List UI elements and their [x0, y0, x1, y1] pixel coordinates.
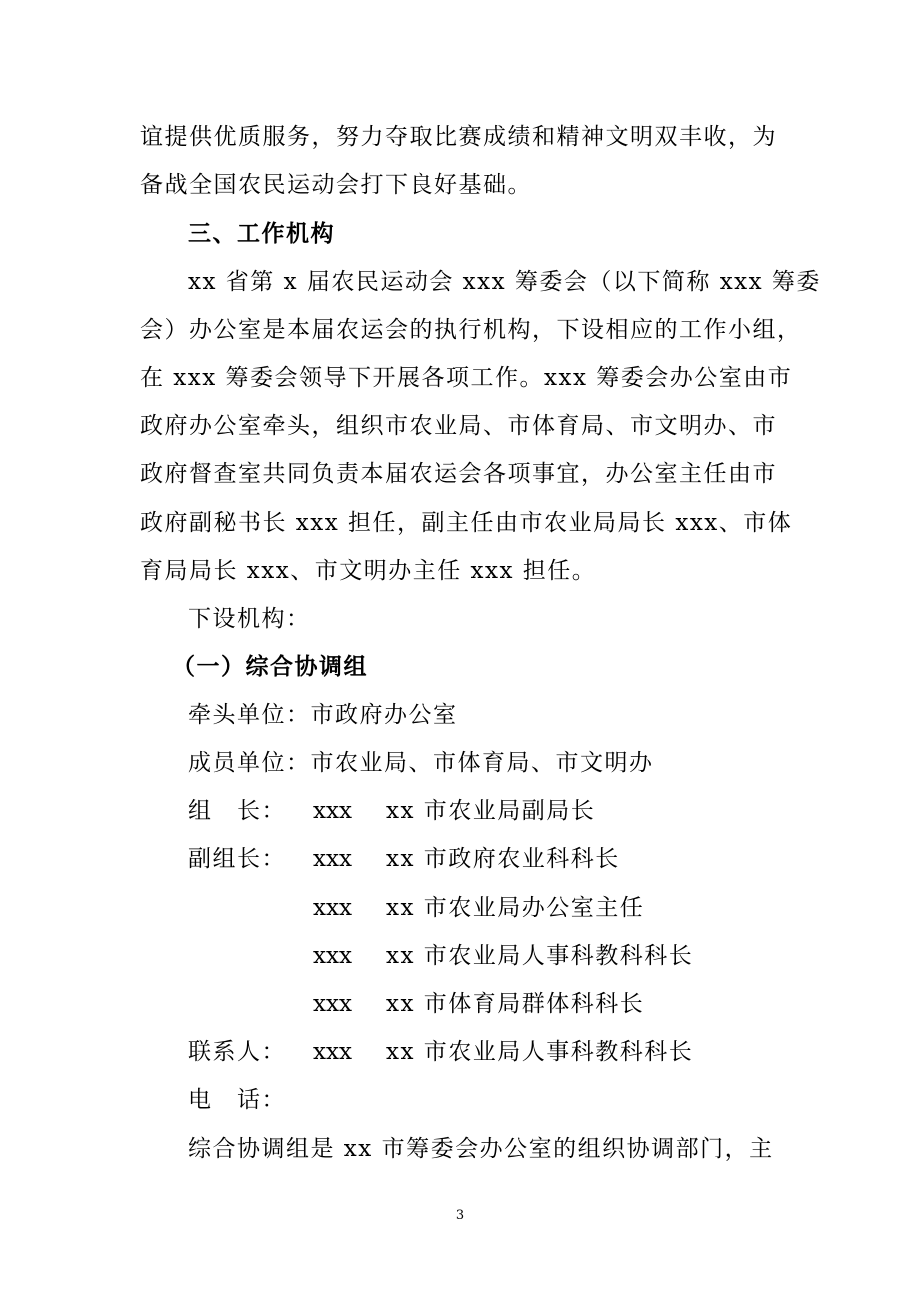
role-name: xxx	[313, 895, 352, 921]
role-label: 联系人：	[188, 1039, 286, 1065]
section-heading: 三、工作机构	[188, 220, 335, 247]
role-name: xxx	[313, 1039, 352, 1065]
role-name: xxx	[313, 798, 352, 824]
paragraph-line: 会）办公室是本届农运会的执行机构，下设相应的工作小组，	[140, 317, 802, 343]
role-name: xxx	[313, 991, 352, 1017]
lead-unit: 牵头单位：市政府办公室	[188, 702, 458, 728]
role-title: xx 市农业局人事科教科科长	[386, 943, 694, 969]
paragraph-line: 政府办公室牵头，组织市农业局、市体育局、市文明办、市	[140, 413, 777, 439]
paragraph-line: xx 省第 x 届农民运动会 xxx 筹委会（以下简称 xxx 筹委	[188, 269, 821, 295]
member-units: 成员单位：市农业局、市体育局、市文明办	[188, 750, 654, 776]
role-title: xx 市政府农业科科长	[386, 846, 620, 872]
paragraph-line: 综合协调组是 xx 市筹委会办公室的组织协调部门，主	[188, 1136, 774, 1162]
paragraph-line: 谊提供优质服务，努力夺取比赛成绩和精神文明双丰收，为	[140, 124, 777, 150]
paragraph-line: 政府督查室共同负责本届农运会各项事宜，办公室主任由市	[140, 461, 777, 487]
role-title: xx 市农业局人事科教科科长	[386, 1039, 694, 1065]
role-title: xx 市体育局群体科科长	[386, 991, 645, 1017]
page-number: 3	[455, 1208, 465, 1223]
role-title: xx 市农业局副局长	[386, 798, 596, 824]
paragraph-line: 备战全国农民运动会打下良好基础。	[140, 172, 532, 198]
paragraph-line: 政府副秘书长 xxx 担任，副主任由市农业局局长 xxx、市体	[140, 510, 793, 536]
sub-orgs-label: 下设机构：	[188, 606, 311, 632]
role-label: 组 长：	[188, 798, 286, 824]
role-label: 电 话：	[188, 1087, 286, 1113]
paragraph-line: 在 xxx 筹委会领导下开展各项工作。xxx 筹委会办公室由市	[140, 365, 793, 391]
role-title: xx 市农业局办公室主任	[386, 895, 645, 921]
group-heading: （一）综合协调组	[172, 653, 368, 680]
role-name: xxx	[313, 846, 352, 872]
role-label: 副组长：	[188, 846, 286, 872]
role-name: xxx	[313, 943, 352, 969]
paragraph-line: 育局局长 xxx、市文明办主任 xxx 担任。	[140, 558, 597, 584]
